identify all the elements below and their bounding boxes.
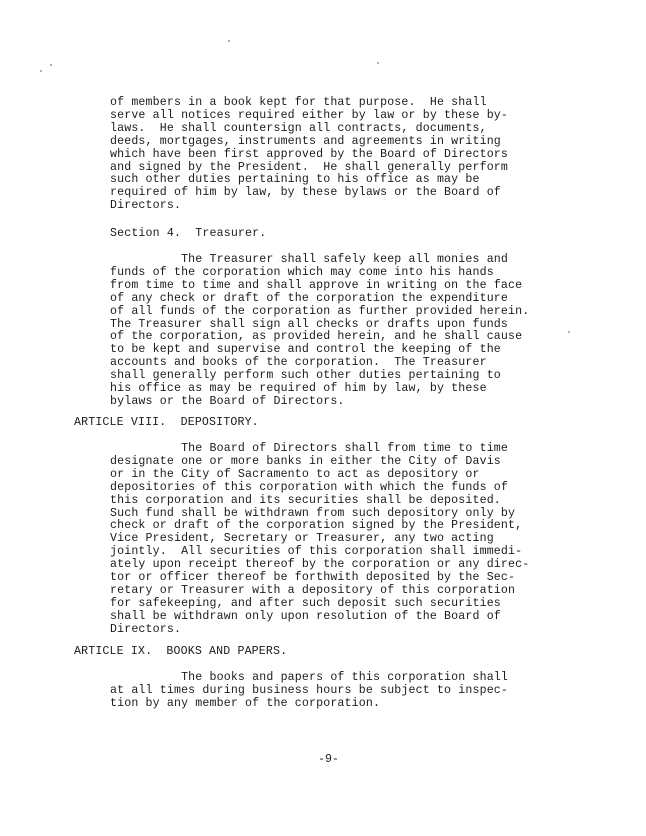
article-8-heading-line: ARTICLE VIII. DEPOSITORY. — [74, 416, 259, 429]
scan-speck — [40, 70, 42, 72]
secretary-continued-line: required of him by law, by these bylaws or the Board of — [110, 186, 501, 200]
treasurer-paragraph-line: from time to time and shall approve in writing on the face — [110, 278, 523, 292]
secretary-continued-line: of members in a book kept for that purpose. He shall — [110, 96, 487, 109]
depository-paragraph-line: depositories of this corporation with which the funds of — [110, 480, 509, 494]
secretary-continued-line: deeds, mortgages, instruments and agreements in writing — [110, 134, 501, 148]
treasurer-paragraph-line: of the corporation, as provided herein, and he shall cause — [110, 330, 523, 344]
depository-paragraph-line: jointly. All securities of this corporation shall immedi- — [110, 545, 523, 559]
books-paragraph-line: The books and papers of this corporation shall — [110, 671, 509, 684]
secretary-continued-line: which have been first approved by the Board of Directors — [110, 147, 509, 161]
treasurer-paragraph-line: The Treasurer shall safely keep all monies and — [110, 253, 509, 266]
depository-paragraph-line: retary or Treasurer with a depository of this corporation — [110, 583, 516, 597]
secretary-continued-line: such other duties pertaining to his office as may be — [110, 173, 480, 187]
section-4-heading-line: Section 4. Treasurer. — [110, 227, 267, 240]
treasurer-paragraph-line: of all funds of the corporation as further provided herein. — [110, 304, 530, 318]
treasurer-paragraph-line: funds of the corporation which may come into his hands — [110, 265, 494, 279]
depository-paragraph-line: Vice President, Secretary or Treasurer, any two acting — [110, 532, 494, 546]
treasurer-paragraph-line: bylaws or the Board of Directors. — [110, 394, 345, 408]
scan-speck — [228, 40, 230, 42]
depository-paragraph-line: Such fund shall be withdrawn from such depository only by — [110, 506, 516, 520]
treasurer-paragraph-line: accounts and books of the corporation. The Treasurer — [110, 356, 487, 370]
depository-paragraph-line: ately upon receipt thereof by the corporation or any direc- — [110, 558, 530, 572]
depository-paragraph-line: check or draft of the corporation signed by the President, — [110, 519, 523, 533]
depository-paragraph-line: The Board of Directors shall from time to time — [110, 442, 509, 455]
depository-paragraph-line: this corporation and its securities shall be deposited. — [110, 493, 501, 507]
depository-paragraph-line: designate one or more banks in either the City of Davis — [110, 454, 501, 468]
scan-speck — [568, 331, 570, 333]
treasurer-paragraph-line: shall generally perform such other duties pertaining to — [110, 369, 501, 383]
depository-paragraph-line: shall be withdrawn only upon resolution of the Board of — [110, 609, 501, 623]
secretary-continued-line: Directors. — [110, 199, 182, 213]
treasurer-paragraph-line: of any check or draft of the corporation the expenditure — [110, 291, 509, 305]
scan-speck — [377, 62, 379, 64]
depository-paragraph-line: tor or officer thereof be forthwith deposited by the Sec- — [110, 571, 516, 584]
books-paragraph-line: tion by any member of the corporation. — [110, 696, 381, 710]
depository-paragraph-line: Directors. — [110, 622, 182, 636]
scan-speck — [50, 64, 52, 66]
treasurer-paragraph-line: The Treasurer shall sign all checks or drafts upon funds — [110, 317, 509, 331]
article-9-heading-line: ARTICLE IX. BOOKS AND PAPERS. — [74, 645, 288, 658]
secretary-continued-line: serve all notices required either by law or by these by- — [110, 108, 509, 122]
books-paragraph-line: at all times during business hours be subject to inspec- — [110, 683, 509, 697]
secretary-continued-line: and signed by the President. He shall generally perform — [110, 160, 509, 174]
depository-paragraph-line: or in the City of Sacramento to act as depository or — [110, 467, 480, 481]
treasurer-paragraph-line: his office as may be required of him by law, by these — [110, 382, 487, 395]
treasurer-paragraph-line: to be kept and supervise and control the keeping of the — [110, 343, 501, 357]
page-number: -9- — [318, 753, 339, 766]
depository-paragraph-line: for safekeeping, and after such deposit such securities — [110, 596, 501, 610]
secretary-continued-line: laws. He shall countersign all contracts, documents, — [110, 121, 487, 135]
